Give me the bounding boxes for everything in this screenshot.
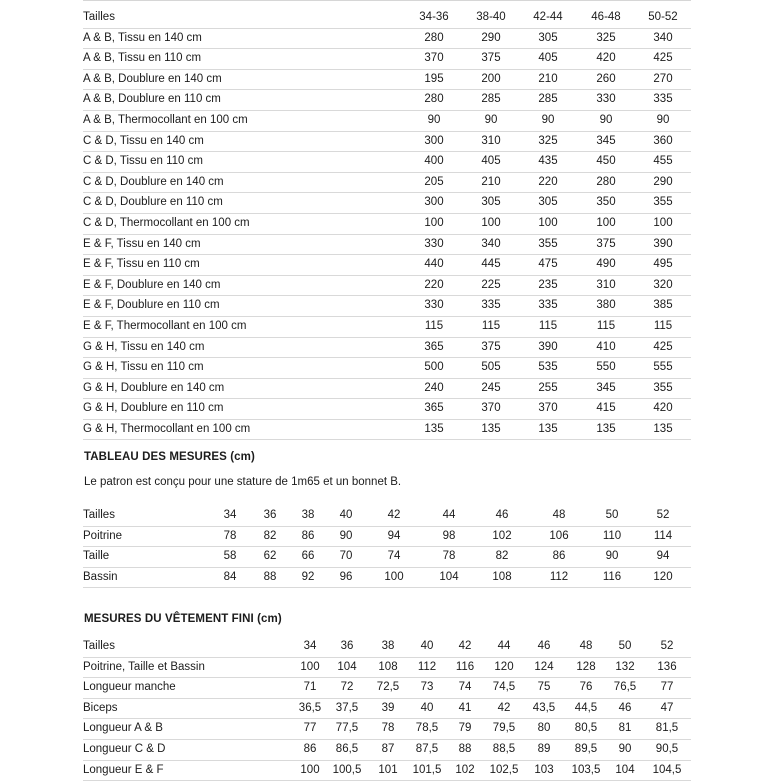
table-cell: 300 (424, 134, 444, 147)
table-cell: 120 (494, 660, 514, 673)
row-label: G & H, Tissu en 110 cm (83, 361, 204, 374)
table-cell: 365 (424, 402, 444, 415)
table-cell: 330 (596, 93, 616, 106)
table-cell: 135 (481, 422, 501, 435)
table-cell: 340 (481, 237, 501, 250)
row-label: Longueur A & B (83, 722, 163, 735)
table-cell: 370 (538, 402, 558, 415)
table-cell: 44 (442, 509, 456, 521)
table-cell: 94 (656, 550, 670, 563)
table-cell: 370 (424, 52, 444, 65)
table-cell: 37,5 (335, 701, 359, 714)
row-label: Taille (83, 550, 110, 563)
table-cell: 305 (481, 196, 501, 209)
fabric-table-body (83, 8, 691, 440)
table-cell: 44 (497, 640, 511, 652)
size-chart-table (83, 506, 691, 588)
table-cell: 86 (301, 529, 315, 542)
table-cell: 80,5 (574, 722, 598, 735)
table-cell: 102,5 (489, 763, 519, 776)
table-cell: 240 (424, 381, 444, 394)
table-cell: 116 (455, 660, 475, 673)
table-cell: 40 (420, 640, 434, 652)
table-cell: 101,5 (412, 763, 442, 776)
table-cell: 410 (596, 340, 616, 353)
table-cell: 245 (481, 381, 501, 394)
table-cell: 455 (653, 155, 673, 168)
table-cell: 285 (538, 93, 558, 106)
table-cell: 100 (384, 570, 404, 583)
table-cell: 290 (481, 31, 501, 44)
table-cell: 78 (442, 550, 456, 563)
finished-row (83, 739, 691, 760)
fabric-row (83, 358, 691, 379)
size-table-body (83, 506, 691, 588)
table-cell: 115 (424, 319, 444, 332)
table-cell: 225 (481, 278, 501, 291)
table-cell: 270 (653, 72, 673, 85)
table-cell: 355 (538, 237, 558, 250)
table-cell: 103 (534, 763, 554, 776)
finished-chart-title: MESURES DU VÊTEMENT FINI (cm) (84, 613, 282, 625)
table-cell: 100 (424, 216, 444, 229)
table-cell: 81 (618, 722, 632, 735)
table-cell: 370 (481, 402, 501, 415)
table-cell: 87,5 (415, 742, 439, 755)
table-cell: 71 (303, 681, 317, 694)
finished-table-body (83, 637, 691, 781)
table-cell: 475 (538, 258, 558, 271)
row-label: E & F, Tissu en 140 cm (83, 237, 201, 250)
table-cell: 375 (596, 237, 616, 250)
table-cell: 115 (481, 319, 501, 332)
table-cell: 104 (615, 763, 635, 776)
table-cell: 108 (492, 570, 512, 583)
table-cell: 285 (481, 93, 501, 106)
table-cell: 104 (439, 570, 459, 583)
table-cell: 102 (492, 529, 512, 542)
table-cell: 79,5 (492, 722, 516, 735)
table-cell: 50 (605, 509, 619, 521)
table-cell: 345 (596, 381, 616, 394)
size-row-header-row (83, 506, 691, 526)
table-cell: 375 (481, 340, 501, 353)
fabric-row (83, 110, 691, 131)
row-label: Poitrine, Taille et Bassin (83, 660, 205, 673)
size-chart-title: TABLEAU DES MESURES (cm) (84, 451, 255, 463)
table-cell: 115 (596, 319, 616, 332)
table-cell: 116 (602, 570, 622, 583)
row-label: E & F, Thermocollant en 100 cm (83, 319, 247, 332)
row-label: C & D, Doublure en 140 cm (83, 175, 224, 188)
table-cell: 74 (458, 681, 472, 694)
row-label: Longueur manche (83, 681, 176, 694)
table-cell: 300 (424, 196, 444, 209)
fabric-row (83, 378, 691, 399)
row-label: C & D, Doublure en 110 cm (83, 196, 223, 209)
table-cell: 100,5 (332, 763, 362, 776)
table-cell: 135 (596, 422, 616, 435)
table-cell: 86 (303, 742, 317, 755)
table-cell: 106 (549, 529, 569, 542)
size-row (83, 567, 691, 588)
finished-row (83, 678, 691, 699)
table-cell: 495 (653, 258, 673, 271)
table-cell: 38 (381, 640, 395, 652)
size-row (83, 526, 691, 547)
table-cell: 39 (381, 701, 395, 714)
fabric-row (83, 172, 691, 193)
table-cell: 73 (420, 681, 434, 694)
table-cell: 132 (615, 660, 635, 673)
table-cell: 385 (653, 299, 673, 312)
table-cell: 96 (339, 570, 353, 583)
table-cell: 40 (420, 701, 434, 714)
table-cell: 135 (538, 422, 558, 435)
table-cell: 76,5 (613, 681, 637, 694)
table-cell: 550 (596, 361, 616, 374)
table-cell: 104,5 (652, 763, 682, 776)
row-label: E & F, Doublure en 140 cm (83, 278, 221, 291)
table-cell: 305 (538, 196, 558, 209)
column-header: 50-52 (648, 11, 678, 23)
table-cell: 124 (534, 660, 554, 673)
table-cell: 98 (442, 529, 456, 542)
table-cell: 110 (602, 529, 622, 542)
table-cell: 48 (579, 640, 593, 652)
table-cell: 280 (596, 175, 616, 188)
table-cell: 90 (618, 742, 632, 755)
table-cell: 36 (340, 640, 354, 652)
table-cell: 325 (538, 134, 558, 147)
table-cell: 78 (223, 529, 237, 542)
finished-row-header-row (83, 637, 691, 657)
table-cell: 75 (537, 681, 551, 694)
fabric-header-row (83, 8, 691, 28)
row-label: Tailles (83, 640, 115, 652)
table-cell: 82 (495, 550, 509, 563)
table-cell: 136 (657, 660, 677, 673)
column-header: 38-40 (476, 11, 506, 23)
table-cell: 87 (381, 742, 395, 755)
table-cell: 195 (424, 72, 444, 85)
table-cell: 330 (424, 237, 444, 250)
table-cell: 40 (339, 509, 353, 521)
table-cell: 405 (481, 155, 501, 168)
fabric-row (83, 152, 691, 173)
table-cell: 120 (653, 570, 673, 583)
table-cell: 345 (596, 134, 616, 147)
fabric-row (83, 90, 691, 111)
table-cell: 66 (301, 550, 315, 563)
table-cell: 103,5 (571, 763, 601, 776)
table-cell: 335 (538, 299, 558, 312)
table-cell: 114 (653, 529, 673, 542)
table-cell: 355 (653, 381, 673, 394)
table-cell: 102 (455, 763, 475, 776)
top-divider (83, 0, 691, 1)
table-cell: 350 (596, 196, 616, 209)
table-cell: 77,5 (335, 722, 359, 735)
table-cell: 78,5 (415, 722, 439, 735)
table-cell: 82 (263, 529, 277, 542)
table-cell: 405 (538, 52, 558, 65)
table-cell: 36 (263, 509, 277, 521)
table-cell: 36,5 (298, 701, 322, 714)
row-label: A & B, Doublure en 140 cm (83, 72, 222, 85)
table-cell: 81,5 (655, 722, 679, 735)
table-cell: 380 (596, 299, 616, 312)
row-label: G & H, Tissu en 140 cm (83, 340, 205, 353)
table-cell: 92 (301, 570, 315, 583)
table-cell: 50 (618, 640, 632, 652)
table-cell: 90 (605, 550, 619, 563)
table-cell: 128 (576, 660, 596, 673)
table-cell: 90 (599, 113, 613, 126)
table-cell: 355 (653, 196, 673, 209)
table-cell: 360 (653, 134, 673, 147)
column-header: 34-36 (419, 11, 449, 23)
table-cell: 210 (538, 72, 558, 85)
table-cell: 100 (538, 216, 558, 229)
table-cell: 90 (427, 113, 441, 126)
table-cell: 305 (538, 31, 558, 44)
table-cell: 86,5 (335, 742, 359, 755)
table-cell: 210 (481, 175, 501, 188)
fabric-row (83, 234, 691, 255)
table-cell: 46 (495, 509, 509, 521)
table-cell: 72,5 (376, 681, 400, 694)
table-cell: 415 (596, 402, 616, 415)
table-cell: 76 (579, 681, 593, 694)
table-cell: 440 (424, 258, 444, 271)
table-cell: 78 (381, 722, 395, 735)
table-cell: 72 (340, 681, 354, 694)
table-cell: 390 (538, 340, 558, 353)
finished-row (83, 760, 691, 781)
table-cell: 90 (541, 113, 555, 126)
finished-row (83, 719, 691, 740)
table-cell: 89,5 (574, 742, 598, 755)
table-cell: 79 (458, 722, 472, 735)
fabric-row (83, 337, 691, 358)
table-cell: 100 (653, 216, 673, 229)
table-cell: 420 (653, 402, 673, 415)
table-cell: 70 (339, 550, 353, 563)
table-cell: 280 (424, 93, 444, 106)
row-label: Longueur E & F (83, 763, 164, 776)
size-chart-note: Le patron est conçu pour une stature de 1m65 et un bonnet B. (84, 476, 402, 488)
table-cell: 310 (481, 134, 501, 147)
table-cell: 88 (458, 742, 472, 755)
row-label: E & F, Doublure en 110 cm (83, 299, 220, 312)
row-label: G & H, Doublure en 110 cm (83, 402, 224, 415)
table-cell: 200 (481, 72, 501, 85)
row-label: Poitrine (83, 529, 122, 542)
fabric-row (83, 316, 691, 337)
table-cell: 42 (458, 640, 472, 652)
table-cell: 62 (263, 550, 277, 563)
table-cell: 365 (424, 340, 444, 353)
table-cell: 445 (481, 258, 501, 271)
size-row (83, 547, 691, 568)
table-cell: 52 (660, 640, 674, 652)
table-cell: 100 (300, 763, 320, 776)
table-cell: 42 (497, 701, 511, 714)
table-cell: 89 (537, 742, 551, 755)
row-label: C & D, Thermocollant en 100 cm (83, 216, 250, 229)
row-label: G & H, Thermocollant en 100 cm (83, 422, 251, 435)
table-cell: 94 (387, 529, 401, 542)
table-cell: 77 (303, 722, 317, 735)
row-label: Tailles (83, 509, 115, 521)
table-cell: 74 (387, 550, 401, 563)
table-cell: 108 (378, 660, 398, 673)
row-label: G & H, Doublure en 140 cm (83, 381, 225, 394)
table-cell: 86 (552, 550, 566, 563)
table-cell: 555 (653, 361, 673, 374)
table-cell: 90,5 (655, 742, 679, 755)
fabric-row (83, 28, 691, 49)
table-cell: 330 (424, 299, 444, 312)
table-cell: 115 (538, 319, 558, 332)
table-cell: 260 (596, 72, 616, 85)
table-cell: 100 (596, 216, 616, 229)
table-cell: 112 (549, 570, 569, 583)
column-header: 42-44 (533, 11, 563, 23)
table-cell: 335 (481, 299, 501, 312)
table-cell: 80 (537, 722, 551, 735)
table-cell: 46 (537, 640, 551, 652)
table-cell: 235 (538, 278, 558, 291)
row-label: Biceps (83, 701, 118, 714)
table-cell: 43,5 (532, 701, 556, 714)
row-label: E & F, Tissu en 110 cm (83, 258, 200, 271)
table-cell: 100 (481, 216, 501, 229)
row-label: A & B, Tissu en 110 cm (83, 52, 202, 65)
table-cell: 100 (300, 660, 320, 673)
fabric-requirements-table (83, 8, 691, 440)
row-label: A & B, Doublure en 110 cm (83, 93, 221, 106)
table-cell: 88 (263, 570, 277, 583)
table-cell: 58 (223, 550, 237, 563)
table-cell: 47 (660, 701, 674, 714)
table-cell: 310 (596, 278, 616, 291)
table-cell: 84 (223, 570, 237, 583)
table-cell: 46 (618, 701, 632, 714)
table-cell: 101 (378, 763, 398, 776)
row-label: Longueur C & D (83, 742, 166, 755)
table-cell: 90 (339, 529, 353, 542)
table-cell: 34 (223, 509, 237, 521)
fabric-row (83, 275, 691, 296)
table-cell: 425 (653, 340, 673, 353)
table-cell: 390 (653, 237, 673, 250)
table-cell: 52 (656, 509, 670, 521)
table-cell: 255 (538, 381, 558, 394)
table-cell: 90 (656, 113, 670, 126)
row-label: A & B, Thermocollant en 100 cm (83, 113, 248, 126)
finished-row (83, 657, 691, 678)
fabric-row (83, 213, 691, 234)
table-cell: 74,5 (492, 681, 516, 694)
row-label: C & D, Tissu en 140 cm (83, 134, 204, 147)
fabric-row (83, 131, 691, 152)
finished-row (83, 698, 691, 719)
table-cell: 112 (417, 660, 437, 673)
table-cell: 500 (424, 361, 444, 374)
table-cell: 280 (424, 31, 444, 44)
fabric-row (83, 255, 691, 276)
fabric-row (83, 193, 691, 214)
table-cell: 34 (303, 640, 317, 652)
fabric-row (83, 399, 691, 420)
table-cell: 77 (660, 681, 674, 694)
table-cell: 505 (481, 361, 501, 374)
table-cell: 135 (424, 422, 444, 435)
column-header-sizes: Tailles (83, 11, 115, 23)
table-cell: 420 (596, 52, 616, 65)
table-cell: 290 (653, 175, 673, 188)
row-label: Bassin (83, 570, 118, 583)
table-cell: 375 (481, 52, 501, 65)
table-cell: 320 (653, 278, 673, 291)
table-cell: 135 (653, 422, 673, 435)
table-cell: 41 (458, 701, 472, 714)
column-header: 46-48 (591, 11, 621, 23)
table-cell: 535 (538, 361, 558, 374)
table-cell: 115 (653, 319, 673, 332)
table-cell: 490 (596, 258, 616, 271)
table-cell: 44,5 (574, 701, 598, 714)
fabric-row (83, 296, 691, 317)
table-cell: 205 (424, 175, 444, 188)
row-label: A & B, Tissu en 140 cm (83, 31, 202, 44)
table-cell: 340 (653, 31, 673, 44)
row-label: C & D, Tissu en 110 cm (83, 155, 203, 168)
table-cell: 88,5 (492, 742, 516, 755)
table-cell: 400 (424, 155, 444, 168)
table-cell: 38 (301, 509, 315, 521)
table-cell: 435 (538, 155, 558, 168)
finished-measurements-table (83, 637, 691, 781)
fabric-row (83, 419, 691, 440)
table-cell: 220 (538, 175, 558, 188)
table-cell: 325 (596, 31, 616, 44)
table-cell: 335 (653, 93, 673, 106)
fabric-row (83, 49, 691, 70)
table-cell: 220 (424, 278, 444, 291)
table-cell: 104 (337, 660, 357, 673)
table-cell: 450 (596, 155, 616, 168)
table-cell: 48 (552, 509, 566, 521)
table-cell: 42 (387, 509, 401, 521)
table-cell: 90 (484, 113, 498, 126)
table-cell: 425 (653, 52, 673, 65)
fabric-row (83, 69, 691, 90)
